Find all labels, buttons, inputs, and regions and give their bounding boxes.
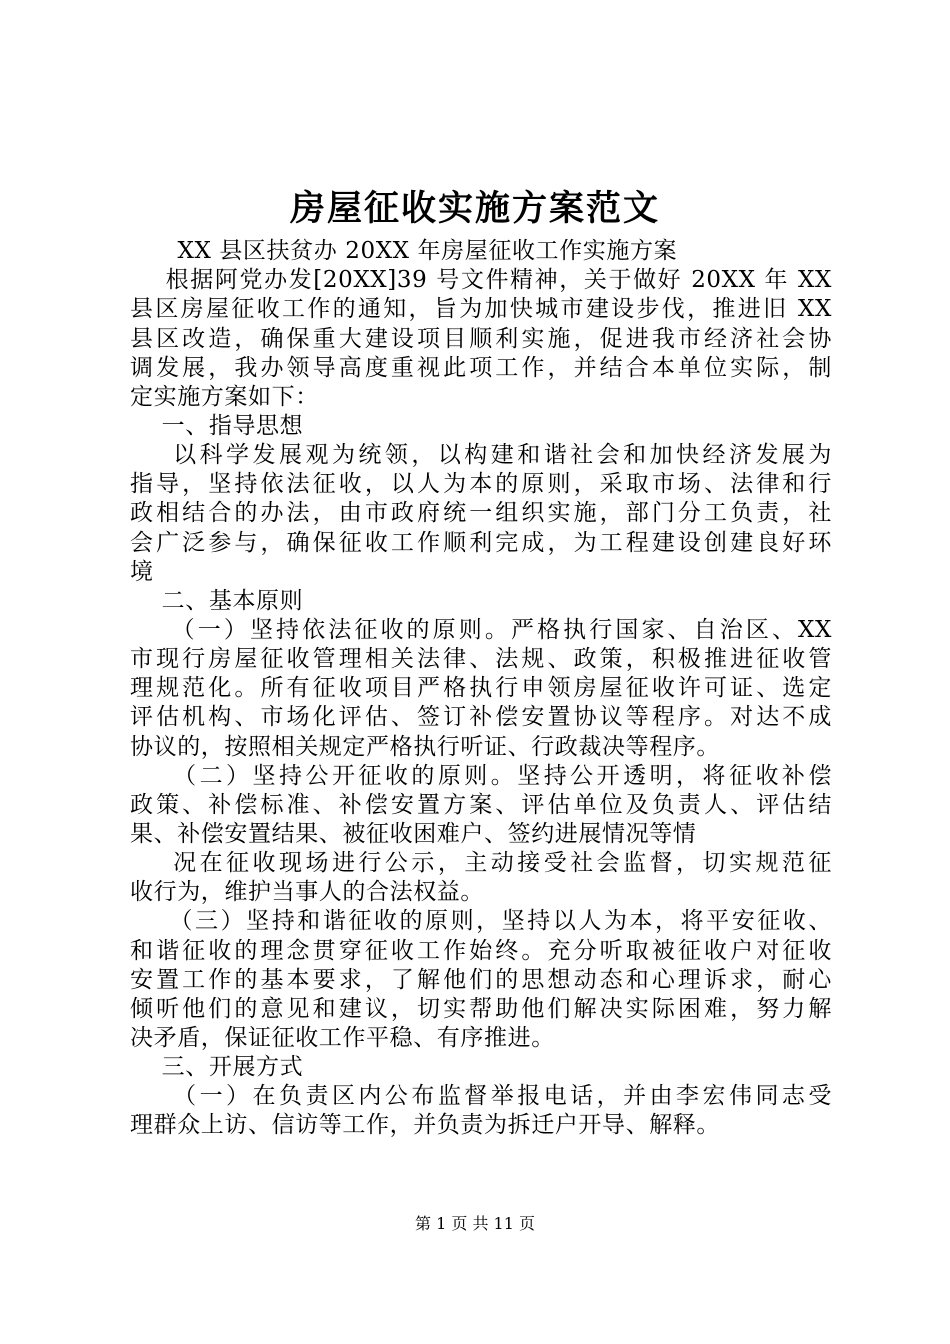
body-line: 况在征收现场进行公示，主动接受社会监督，切实规范征 xyxy=(130,850,832,877)
body-line: 倾听他们的意见和建议，切实帮助他们解决实际困难，努力解 xyxy=(130,995,832,1022)
body-line: 以科学发展观为统领，以构建和谐社会和加快经济发展为 xyxy=(130,442,832,469)
body-line: 会广泛参与，确保征收工作顺利完成，为工程建设创建良好环 xyxy=(130,529,832,556)
section-heading: 一、指导思想 xyxy=(130,412,304,439)
body-line: 协议的，按照相关规定严格执行听证、行政裁决等程序。 xyxy=(130,733,720,760)
body-line: 政策、补偿标准、补偿安置方案、评估单位及负责人、评估结 xyxy=(130,791,832,818)
body-line: 县区房屋征收工作的通知，旨为加快城市建设步伐，推进旧 XX xyxy=(130,296,832,323)
body-line: 根据阿党办发[20XX]39 号文件精神，关于做好 20XX 年 XX xyxy=(130,267,832,294)
body-line: 境 xyxy=(130,558,154,585)
body-line: 安置工作的基本要求，了解他们的思想动态和心理诉求，耐心 xyxy=(130,966,832,993)
body-line: 决矛盾，保证征收工作平稳、有序推进。 xyxy=(130,1024,555,1051)
document-body xyxy=(130,208,832,1141)
body-line: 收行为，维护当事人的合法权益。 xyxy=(130,879,484,906)
body-line: （一）坚持依法征收的原则。严格执行国家、自治区、XX xyxy=(130,616,832,643)
body-line: 理群众上访、信访等工作，并负责为拆迁户开导、解释。 xyxy=(130,1112,720,1139)
body-line: 政相结合的办法，由市政府统一组织实施，部门分工负责，社 xyxy=(130,500,832,527)
page-footer: 第 1 页 共 11 页 xyxy=(415,1214,535,1233)
body-line: 定实施方案如下： xyxy=(130,383,319,410)
subtitle-line: XX 县区扶贫办 20XX 年房屋征收工作实施方案 xyxy=(130,238,678,265)
body-line xyxy=(130,208,832,237)
section-heading: 三、开展方式 xyxy=(130,1054,304,1081)
body-line: 调发展，我办领导高度重视此项工作，并结合本单位实际，制 xyxy=(130,354,832,381)
body-line: 评估机构、市场化评估、签订补偿安置协议等程序。对达不成 xyxy=(130,704,832,731)
body-line: 指导，坚持依法征收，以人为本的原则，采取市场、法律和行 xyxy=(130,471,832,498)
body-line: 和谐征收的理念贯穿征收工作始终。充分听取被征收户对征收 xyxy=(130,937,832,964)
body-line: （二）坚持公开征收的原则。坚持公开透明，将征收补偿 xyxy=(130,762,832,789)
document-title: 房屋征收实施方案范文 xyxy=(289,188,660,229)
body-line: 理规范化。所有征收项目严格执行申领房屋征收许可证、选定 xyxy=(130,675,832,702)
section-heading: 二、基本原则 xyxy=(130,587,304,614)
body-line: 市现行房屋征收管理相关法律、法规、政策，积极推进征收管 xyxy=(130,646,832,673)
body-line: 果、补偿安置结果、被征收困难户、签约进展情况等情 xyxy=(130,820,697,847)
body-line: （一）在负责区内公布监督举报电话，并由李宏伟同志受 xyxy=(130,1083,832,1110)
body-line: 县区改造，确保重大建设项目顺利实施，促进我市经济社会协 xyxy=(130,325,832,352)
body-line: （三）坚持和谐征收的原则，坚持以人为本，将平安征收、 xyxy=(130,908,832,935)
